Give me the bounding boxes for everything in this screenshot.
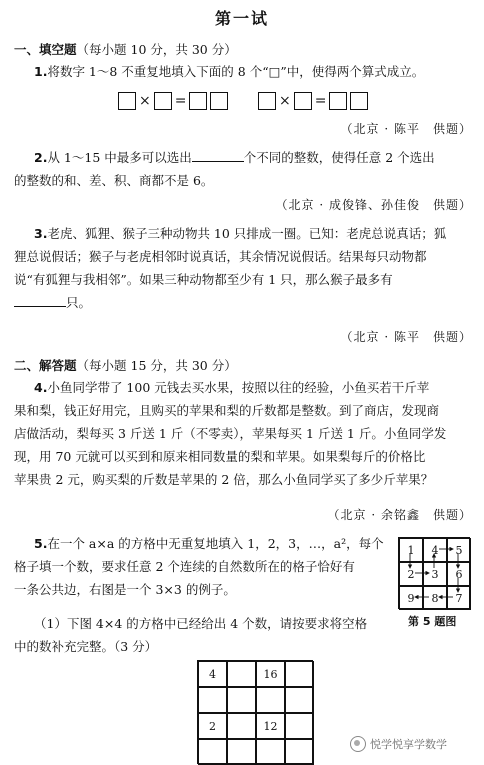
watermark xyxy=(350,736,447,752)
wechat-logo-icon xyxy=(350,736,366,752)
q1-blank-box[interactable] xyxy=(189,92,207,110)
q3-number: 3. xyxy=(34,226,48,241)
q1-blank-box[interactable] xyxy=(350,92,368,110)
q1-blank-box[interactable] xyxy=(118,92,136,110)
q4-number: 4. xyxy=(34,380,48,395)
q5-sub1-text xyxy=(14,612,394,658)
grid-cell: 3 xyxy=(423,562,447,586)
example-grid-3x3 xyxy=(398,537,470,609)
grid-cell: 5 xyxy=(447,538,471,562)
q2-number: 2. xyxy=(34,150,48,165)
grid-cell: 9 xyxy=(399,586,423,610)
equals-sign: = xyxy=(314,93,327,109)
grid-cell[interactable] xyxy=(285,687,314,713)
grid-cell[interactable]: 4 xyxy=(198,661,227,687)
section-2-note: （每小题 15 分，共 30 分） xyxy=(76,358,237,373)
grid-cell[interactable]: 2 xyxy=(198,713,227,739)
q3-line-2: 狸总说假话；猴子与老虎相邻时说真话，其余情况说假话。结果每只动物都 xyxy=(14,249,427,264)
grid-cell[interactable] xyxy=(285,661,314,687)
q5-line-2: 格子填一个数，要求任意 2 个连续的自然数所在的格子恰好有 xyxy=(14,559,355,574)
grid-cell: 4 xyxy=(423,538,447,562)
grid-cell: 8 xyxy=(423,586,447,610)
grid-cell: 7 xyxy=(447,586,471,610)
q4-credit: （北京 · 余铭鑫 供题） xyxy=(327,508,472,522)
q5-sub1-line-2: 中的数补充完整。（3 分） xyxy=(14,639,158,654)
q3-line-3: 说“有狐狸与我相邻”。如果三种动物都至少有 1 只，那么猴子最多有 xyxy=(14,272,393,287)
grid-cell[interactable] xyxy=(198,687,227,713)
puzzle-grid-4x4 xyxy=(197,660,313,764)
q5-text xyxy=(14,532,394,601)
q5-sub1-line-1: （1）下图 4×4 的方格中已经给出 4 个数，请按要求将空格 xyxy=(34,616,368,631)
watermark-text: 悦学悦享学数学 xyxy=(370,738,447,751)
q4-text xyxy=(14,376,474,491)
grid-cell[interactable] xyxy=(285,713,314,739)
grid-cell[interactable] xyxy=(227,739,256,765)
q4-line-1: 小鱼同学带了 100 元钱去买水果，按照以往的经验，小鱼买若干斤苹 xyxy=(47,380,430,395)
grid-cell[interactable]: 12 xyxy=(256,713,285,739)
q3-line-4: 只。 xyxy=(66,295,92,310)
page-title: 第一试 xyxy=(214,9,269,28)
grid-cell[interactable] xyxy=(227,713,256,739)
section-1-note: （每小题 10 分，共 30 分） xyxy=(76,42,237,57)
q3-line-1: 老虎、狐狸、猴子三种动物共 10 只排成一圈。已知：老虎总说真话；狐 xyxy=(47,226,447,241)
grid-cell[interactable] xyxy=(227,661,256,687)
times-sign: × xyxy=(279,93,291,109)
q2-answer-blank[interactable] xyxy=(192,147,244,162)
equals-sign: = xyxy=(174,93,187,109)
q2-credit: （北京 · 成俊锋、孙佳俊 供题） xyxy=(275,198,472,212)
q2-text xyxy=(14,146,474,192)
q5-number: 5. xyxy=(34,536,48,551)
q3-text xyxy=(14,222,474,314)
q1-blank-box[interactable] xyxy=(294,92,312,110)
grid-cell[interactable] xyxy=(285,739,314,765)
section-1-heading: 一、填空题 xyxy=(14,42,77,57)
q5-line-3: 一条公共边，右图是一个 3×3 的例子。 xyxy=(14,582,236,597)
q5-line-1: 在一个 a×a 的方格中无重复地填入 1，2，3，…，a²，每个 xyxy=(47,536,384,551)
q1-equation-2 xyxy=(258,92,368,110)
q1-blank-box[interactable] xyxy=(329,92,347,110)
q4-line-5: 苹果贵 2 元，购买梨的斤数是苹果的 2 倍，那么小鱼同学买了多少斤苹果？ xyxy=(14,472,434,487)
q4-line-2: 果和梨，钱正好用完，且购买的苹果和梨的斤数都是整数。到了商店，发现商 xyxy=(14,403,440,418)
grid-cell[interactable]: 16 xyxy=(256,661,285,687)
q1-blank-box[interactable] xyxy=(210,92,228,110)
grid-cell: 1 xyxy=(399,538,423,562)
section-1-header xyxy=(14,40,237,58)
q4-line-4: 现，用 70 元就可以买到和原来相同数量的梨和苹果。如果梨每斤的价格比 xyxy=(14,449,426,464)
grid-cell: 6 xyxy=(447,562,471,586)
grid-cell: 2 xyxy=(399,562,423,586)
q1-number: 1. xyxy=(34,64,48,79)
q3-answer-blank[interactable] xyxy=(14,292,66,307)
q1-body: 将数字 1～8 不重复地填入下面的 8 个“□”中，使得两个算式成立。 xyxy=(47,64,425,79)
q1-credit: （北京 · 陈平 供题） xyxy=(340,122,472,136)
grid-cell[interactable] xyxy=(256,687,285,713)
times-sign: × xyxy=(139,93,151,109)
grid-cell[interactable] xyxy=(256,739,285,765)
q1-equation-1 xyxy=(118,92,228,110)
q3-credit: （北京 · 陈平 供题） xyxy=(340,330,472,344)
q2-part-a: 从 1～15 中最多可以选出 xyxy=(47,150,192,165)
q1-blank-box[interactable] xyxy=(258,92,276,110)
grid-cell[interactable] xyxy=(227,687,256,713)
q1-text xyxy=(34,60,474,83)
q2-part-b: 个不同的整数，使得任意 2 个选出 xyxy=(243,150,435,165)
grid-cell[interactable] xyxy=(198,739,227,765)
section-2-heading: 二、解答题 xyxy=(14,358,77,373)
figure-caption: 第 5 题图 xyxy=(408,615,457,628)
q2-part-c: 的整数的和、差、积、商都不是 6。 xyxy=(14,173,214,188)
q4-line-3: 店做活动，梨每买 3 斤送 1 斤（不零卖），苹果每买 1 斤送 1 斤。小鱼同学发 xyxy=(14,426,447,441)
section-2-header xyxy=(14,356,237,374)
q1-blank-box[interactable] xyxy=(154,92,172,110)
